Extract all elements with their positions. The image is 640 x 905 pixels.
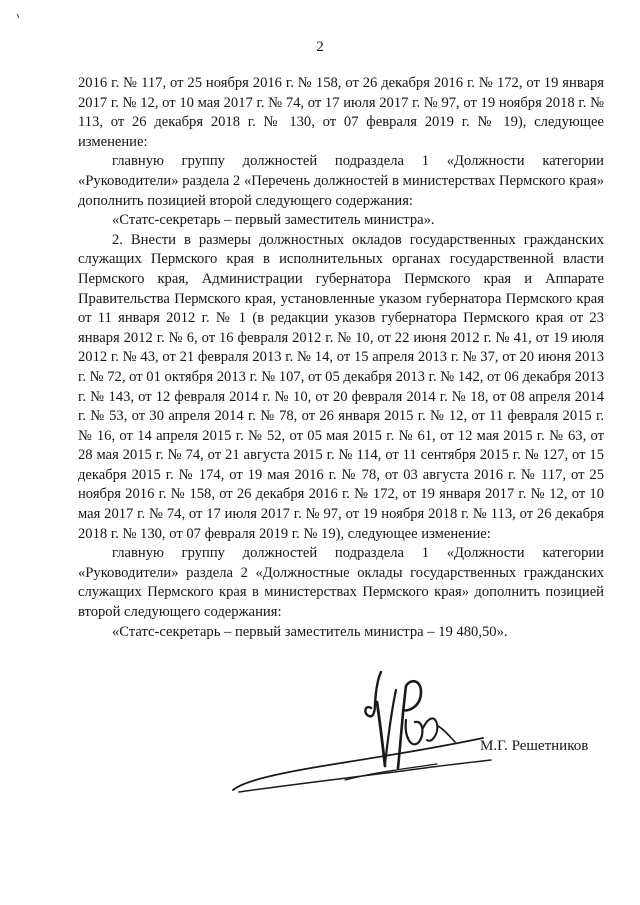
page-number: 2 xyxy=(316,39,324,55)
paragraph-continuation: 2016 г. № 117, от 25 ноября 2016 г. № 158, от 26 декабря 2016 г. № 172, от 19 января 2017 г. № 12, от 10 мая 2017 г. № 74, от 17 июля 2017 г. № 97, от 19 ноября 2018 г. № 113, от 26 декабря 2018 г. № 130, от 07 февраля 2019 г. № 19), следующее изменение: xyxy=(78,75,604,150)
scan-mark xyxy=(16,6,20,12)
paragraph-amendment-2: главную группу должностей подраздела 1 «Должности категории «Руководители» раздела 2 «Должностные оклады государственных гражданских служащих Пермского края в министерствах Пермского края» дополнить позицией второй следующего содержания: xyxy=(78,545,604,621)
document-body xyxy=(78,74,604,642)
signatory-name: М.Г. Решетников xyxy=(480,738,589,754)
handwritten-signature xyxy=(225,668,505,798)
paragraph-amendment-1: главную группу должностей подраздела 1 «Должности категории «Руководители» раздела 2 «Перечень должностей в министерствах Пермского края» дополнить позицией второй следующего содержания: xyxy=(78,153,604,209)
paragraph-position-2: «Статс-секретарь – первый заместитель министра – 19 480,50». xyxy=(112,623,508,640)
paragraph-item-2: 2. Внести в размеры должностных окладов государственных гражданских служащих Пермского края в исполнительных органах государственной власти Пермского края, Администрации губернатора Пермского края и Аппарате Правительства Пермского края, установленные указом губернатора Пермского края от 11 января 2012 г. № 1 (в редакции указов губернатора Пермского края от 23 января 2012 г. № 6, от 16 февраля 2012 г. № 10, от 22 июня 2012 г. № 41, от 19 июля 2012 г. № 43, от 21 февраля 2013 г. № 14, от 15 апреля 2013 г. № 37, от 20 июня 2013 г. № 72, от 01 октября 2013 г. № 107, от 05 декабря 2013 г. № 142, от 06 декабря 2013 г. № 143, от 12 февраля 2014 г. № 10, от 20 февраля 2014 г. № 18, от 08 апреля 2014 г. № 53, от 30 апреля 2014 г. № 78, от 26 января 2015 г. № 12, от 11 февраля 2015 г. № 16, от 14 апреля 2015 г. № 52, от 05 мая 2015 г. № 61, от 12 мая 2015 г. № 63, от 28 мая 2015 г. № 74, от 21 августа 2015 г. № 114, от 11 сентября 2015 г. № 127, от 15 декабря 2015 г. № 174, от 19 мая 2016 г. № 78, от 03 августа 2016 г. № 117, от 25 ноября 2016 г. № 158, от 26 декабря 2016 г. № 172, от 19 января 2017 г. № 12, от 10 мая 2017 г. № 74, от 17 июля 2017 г. № 97, от 19 ноября 2018 г. № 113, от 26 декабря 2018 г. № 130, от 07 февраля 2019 г. № 19), следующее изменение: xyxy=(78,231,604,542)
paragraph-position-1: «Статс-секретарь – первый заместитель министра». xyxy=(112,212,435,229)
